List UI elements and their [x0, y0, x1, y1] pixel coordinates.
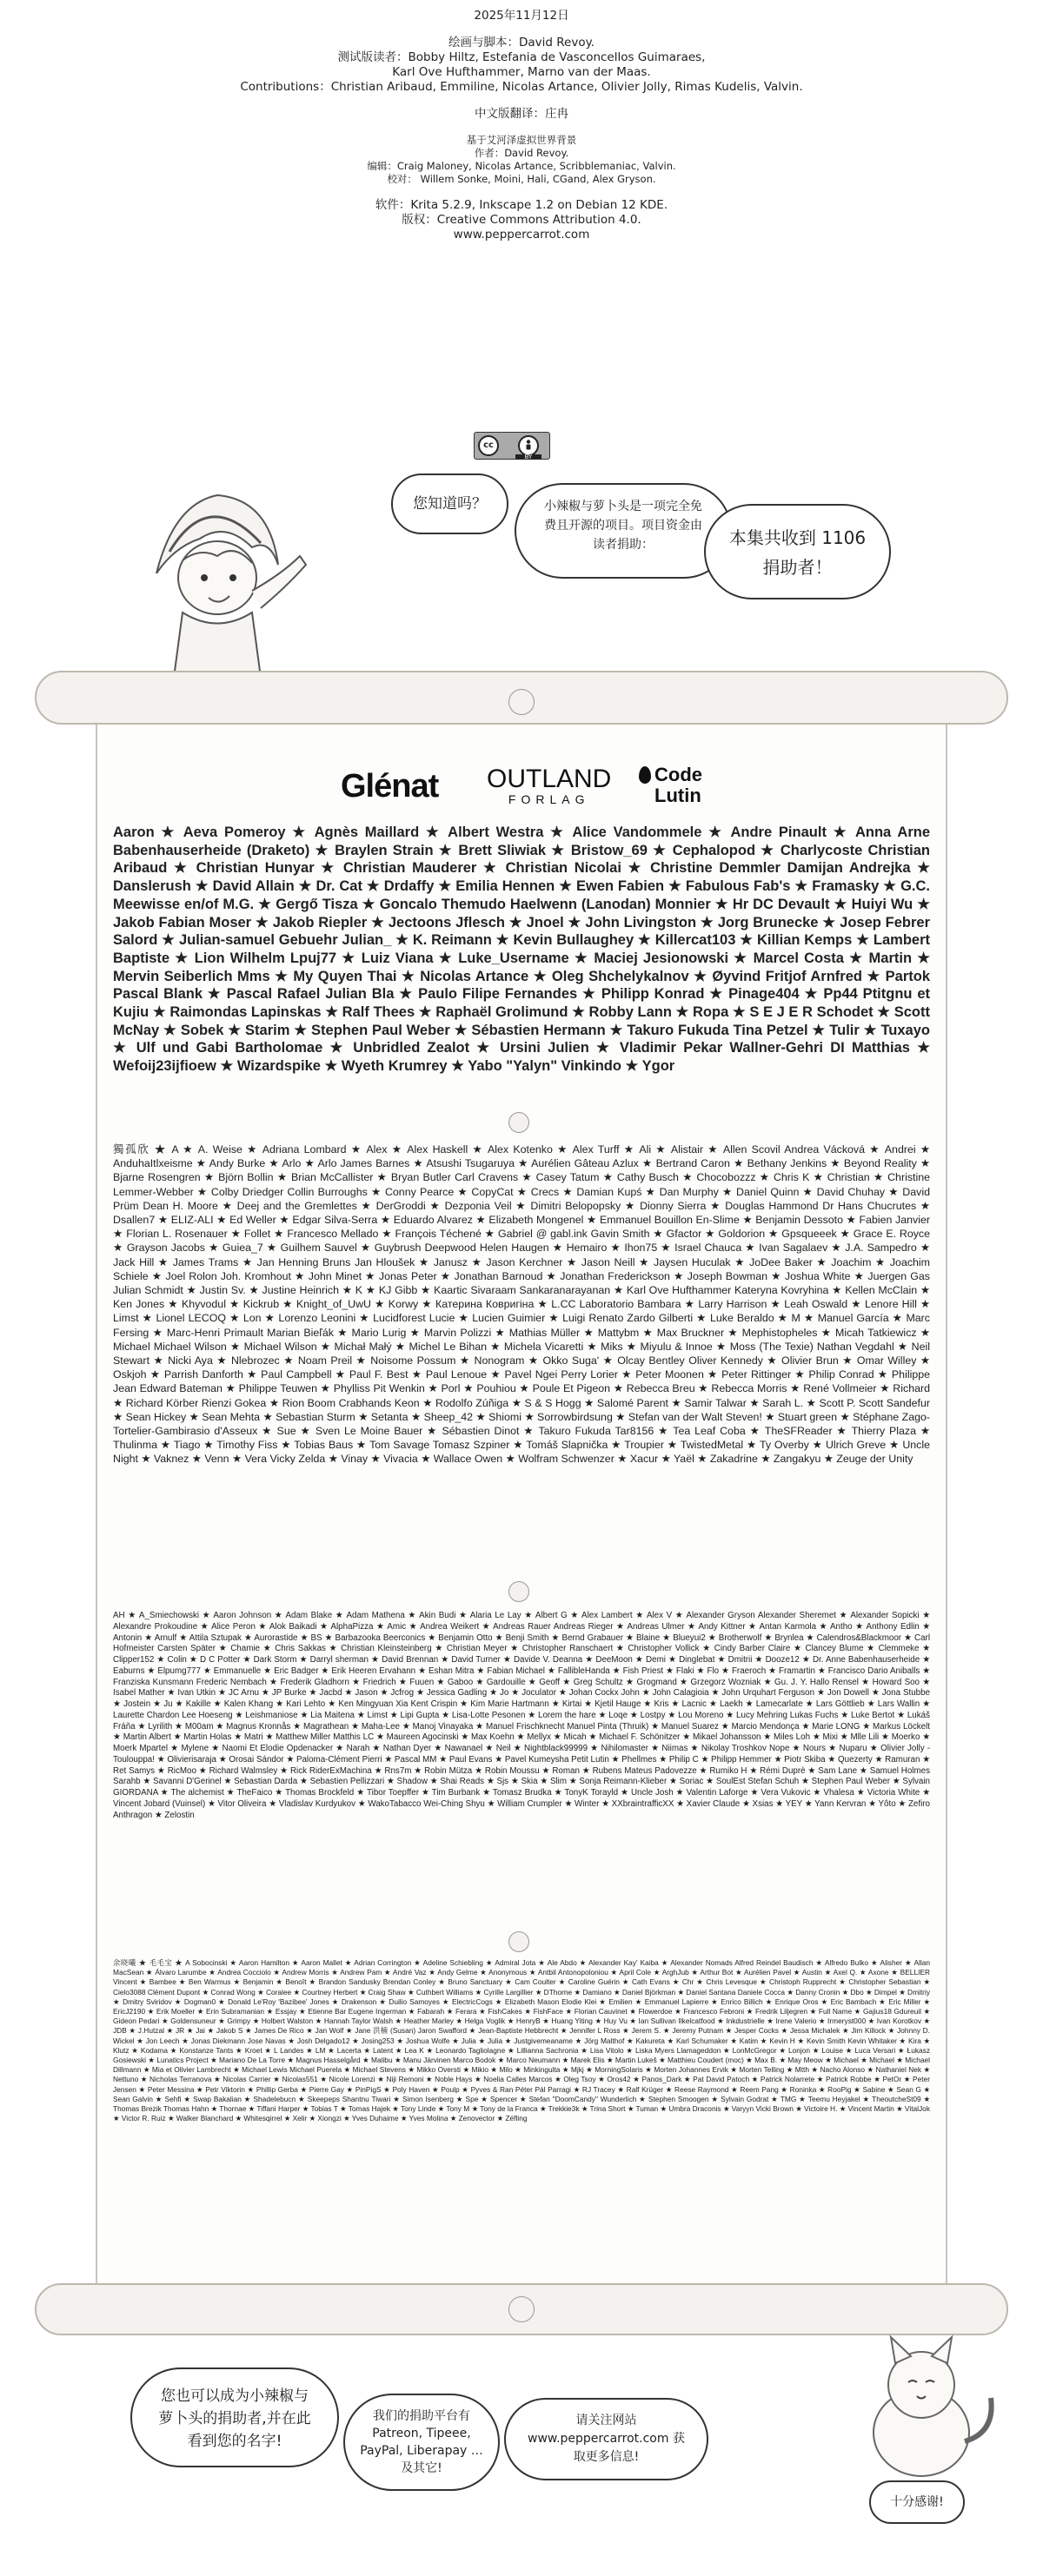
- free-project-bubble: 小辣椒与萝卜头是一项完全免费且开源的项目。项目资金由读者捐助：: [515, 483, 732, 579]
- credit-line: Karl Ove Hufthammer, Marno van der Maas.: [392, 65, 651, 79]
- donation-count-bubble: 本集共收到 1106 捐助者！: [704, 504, 891, 599]
- tier-ornament-icon: [508, 1112, 529, 1133]
- code-lutin-drop-icon: [639, 766, 651, 784]
- credit-line: Contributions：Christian Aribaud, Emmiline, Nicolas Artance, Olivier Jolly, Rimas Kudelis, Valvin.: [240, 80, 803, 94]
- tier-4-first-name: 余晓曦: [113, 1958, 136, 1967]
- code-lutin-logo: Code Lutin: [639, 765, 715, 806]
- credit-line: 绘画与脚本：David Revoy.: [448, 36, 595, 50]
- scroll-ornament-icon: [508, 2296, 535, 2322]
- sponsor-logos: [0, 763, 1043, 815]
- website-link[interactable]: www.peppercarrot.com: [453, 228, 590, 242]
- scroll-ornament-icon: [508, 689, 535, 715]
- date: 2025年11月12日: [474, 9, 569, 23]
- patrons-tier-3: AH ★ A_Smiechowski ★ Aaron Johnson ★ Adam Blake ★ Adam Mathena ★ Akin Budi ★ Alaria Le Lay ★ Albert G ★ Alex Lambert ★ Alex V ★ Alexander Gryson Alexander Sheremet ★ Alexander Sopicki ★ Alexandre Prokoudine ★ Alice Peron ★ Alok Baikadi ★ AlphaPizza ★ Amic ★ Andrea Weikert ★ Andreas Rauer Andreas Rieger ★ Andreas Ulmer ★ Andy Kittner ★ Antan Karmola ★ Antho ★ Anthony Edlin ★ Antonin ★ Arnulf ★ Attila Sztupak ★ Aurorastide ★ BS ★ Barbazooka Beerconics ★ Benjamin Otto ★ Benji Smith ★ Bernd Grabauer ★ Blaine ★ Blueyui2 ★ Brotherwolf ★ Brynlea ★ Calendros&Blackmoor ★ Carl Hofmeister Carsten Später ★ Chamie ★ Chris Sakkas ★ Christian Kleinsteinberg ★ Christian Meyer ★ Christopher Ranschaert ★ Christopher Vollick ★ Cindy Barber Claire ★ Clancey Blume ★ Clemmeke ★ Clipper152 ★ Colin ★ D C Potter ★ Dark Storm ★ Darryl sherman ★ David Brennan ★ David Turner ★ Davide V. Deanna ★ DeeMoon ★ Demi ★ Dinglebat ★ Dmitrii ★ Dooze12 ★ Dr. Anne Babenhauserheide ★ Eaburns ★ Elpumg777 ★ Emmanuelle ★ Eric Badger ★ Erik Heeren Ervahann ★ Eshan Mitra ★ Fabian Michael ★ FallibleHanda ★ Fish Priest ★ Flaki ★ Flo ★ Fraeroch ★ Framartin ★ Francisco Dario Aniballs ★ Franziska Kunsmann Frederic Nembach ★ Frederik Gladhorn ★ Friedrich ★ Fuuen ★ Gaboo ★ Gardouille ★ Geoff ★ Greg Schultz ★ Grogmand ★ Grzegorz Wozniak ★ Gu. J. Y. Hallo Rensel ★ Howard Soo ★ Isabel Mather ★ Ivan Utkin ★ JC Arnu ★ JP Burke ★ Jacbd ★ Jason ★ Jcfrog ★ Jessica Gadling ★ Jo ★ Joculator ★ Johan Cockx John ★ John Calagioia ★ John Urquhart Ferguson ★ Jon Dowell ★ Jona Stubbe ★ Jostein ★ Ju ★ Kakille ★ Kalen Khang ★ Kari Lehto ★ Ken Mingyuan Xia Kent Crispin ★ Kim Marie Hartmann ★ Kirtai ★ Kjetil Hauge ★ Kris ★ Lacnic ★ Laekh ★ Lamecarlate ★ Lars Göttlieb ★ Lars Wallin ★ Laurette Chardon Lee Hoeseng ★ Leishmaniose ★ Lia Maitena ★ Limst ★ Lipi Gupta ★ Lisa-Lotte Pesonen ★ Lorem the hare ★ Loqe ★ Lostpy ★ Lou Moreno ★ Lucy Mehring Lukas Fuchs ★ Luke Bertot ★ Lukáš Fráňa ★ Lyrilith ★ M00am ★ Magnus Kronnås ★ Magrathean ★ Maha-Lee ★ Manoj Vinayaka ★ Manuel Frischknecht Manuel Pinta (Thruik) ★ Manuel Suarez ★ Marcio Mendonça ★ Marie LONG ★ Markus Löckelt ★ Martin Albert ★ Martin Holas ★ Matri ★ Matthew Miller Matthis LC ★ Maureen Agocinski ★ Max Koehn ★ Mellyx ★ Micah ★ Michael F. Schönitzer ★ Mikael Johansson ★ Miles Loh ★ Mixi ★ Mlle Lili ★ Moerko ★ Moerk Mpartel ★ Mylene ★ Naomi Et Elodie Opdenacker ★ Narah ★ Nathan Dyer ★ Nawanael ★ Neil ★ Nightblack99999 ★ Nihilomaster ★ Niimas ★ Nikolay Troshkov Nope ★ Nours ★ Nuparu ★ Olivier Jolly - Toulouppa! ★ Olivierisaraja ★ Orosai Sándor ★ Paloma-Clément Pierri ★ Pascal MM ★ Paul Evans ★ Pavel Kumeysha Petit Lutin ★ Phellmes ★ Philip C ★ Philipp Hemmer ★ Piotr Skiba ★ Quezerty ★ Ramuran ★ Ret Samys ★ RicMoo ★ Richard Walmsley ★ Rick RiderExMachina ★ Rns7m ★ Robin Mütza ★ Robin Moussu ★ Roman ★ Rubens Mateus Padovezze ★ Rumiko H ★ Rémi Duprè ★ Sam Lane ★ Samuel Holmes Sarahb ★ Savanni D'Gerinel ★ Sebastian Darda ★ Sebastien Pellizzari ★ Shadow ★ Shai Reads ★ Sjs ★ Skia ★ Slim ★ Sonja Reimann-Klieber ★ Soriac ★ SoulEst Stefan Schuh ★ Stephen Paul Weber ★ Sylvain GIORDANA ★ The alchemist ★ TheFaico ★ Thomas Brockfeld ★ Tibor Toepffer ★ Tim Burbank ★ Tomasz Brudka ★ TonyK Torayld ★ Uncle Josh ★ Valentin Laforge ★ Vera Vukovic ★ Vhalesa ★ Victoria White ★ Vincent Jobard (Vuinsel) ★ Vitor Oliveira ★ Vladislav Kurdyukov ★ WakoTabacco Wei-Ching Shyu ★ William Crumpler ★ Winter ★ XXbraintrafficXX ★ Xavier Claude ★ Xsias ★ YEY ★ Yann Kervran ★ Yôto ★ Zefiro Anthragon ★ Zelostin: [113, 1611, 930, 1820]
- by-label: BY: [515, 454, 541, 460]
- platforms-bubble: 我们的捐助平台有 Patreon, Tipeee, PayPal, Liberapay …及其它!: [343, 2394, 500, 2491]
- credits-block: [0, 9, 1043, 242]
- patrons-tier-2: 獨孤欣 ★ A ★ A. Weise ★ Adriana Lombard ★ Alex ★ Alex Haskell ★ Alex Kotenko ★ Alex Turff ★ Ali ★ Alistair ★ Allen Scovil Andrea Vácková ★ Andrei ★ AnduhaItlxeisme ★ Andy Burke ★ Arlo ★ Arlo James Barnes ★ Atsushi Tsugaruya ★ Aurélien Gâteau Azlux ★ Bertrand Caron ★ Bethany Jenkins ★ Beyond Reality ★ Bjarne Rosengren ★ Björn Bollin ★ Brian McCallister ★ Bryan Butler Carl Cravens ★ Casey Tatum ★ Cathy Busch ★ Chocobozzz ★ Chris K ★ Christian ★ Christine Lemmer-Webber ★ Colby Driedger Collin Burroughs ★ Conny Pearce ★ CopyCat ★ Crecs ★ Damian Kupś ★ Dan Murphy ★ Daniel Quinn ★ David Chuhay ★ David Prüm Dean H. Moore ★ Deej and the Gremlettes ★ DerGroddi ★ Dezponia Veil ★ Dimitri Belopopsky ★ Dionny Sierra ★ Douglas Hammond Dr Hans Chucrutes ★ Dsallen7 ★ ELIZ-ALI ★ Ed Weller ★ Edgar Silva-Serra ★ Eduardo Alvarez ★ Elizabeth Mongenel ★ Emmanuel Bouillon En-Slime ★ Benjamin Dessoto ★ Fabien Janvier ★ Florian L. Rosenauer ★ Follet ★ Francesco Mellado ★ François Téchené ★ Gabriel @ gabl.ink Gavin Smith ★ Gfactor ★ Goldorion ★ Gpsqueeek ★ Grace E. Royce ★ Grayson Jacobs ★ Guiea_7 ★ Guilhem Sauvel ★ Guybrush Deepwood Helen Haugen ★ Hemairo ★ Ihon75 ★ Israel Chauca ★ Ivan Sagalaev ★ J.A. Sampedro ★ Jack Hill ★ James Trams ★ Jan Henning Bruns Jan Hloušek ★ Janusz ★ Jason Kerchner ★ Jason Neill ★ Jaysen Huculak ★ JoDee Baker ★ Joachim ★ Joachim Schiele ★ Joel Rolon Joh. Kromhout ★ John Minet ★ Jonas Peter ★ Jonathan Barnoud ★ Jonathan Frederickson ★ Joseph Bowman ★ Joshua White ★ Juergen Gas Julian Schmidt ★ Justin Sv. ★ Justine Heinrich ★ K ★ KJ Gibb ★ Kaartic Sivaraam Sankaranarayanan ★ Karl Ove Hufthammer Kateryna Kovryhina ★ Kellen McClain ★ Ken Jones ★ Khyvodul ★ Kickrub ★ Knight_of_UwU ★ Korwy ★ Катерина Ковригіна ★ L.CC Laboratorio Bambara ★ Larry Harrison ★ Leah Oswald ★ Lenore Hill ★ Limst ★ Lionel LECOQ ★ Lon ★ Lorenzo Leonini ★ Lucidforest Lucie ★ Lucien Guimier ★ Luigi Renato Zardo Gilberti ★ Luke Beraldo ★ M ★ Manuel García ★ Marc Fersing ★ Marc-Henri Primault Marian Bieľák ★ Mario Lurig ★ Marvin Polizzi ★ Mathias Müller ★ Mattybm ★ Max Bruckner ★ Mephistopheles ★ Micah Tatkiewicz ★ Michael Michael Wilson ★ Michael Wilson ★ Michał Małý ★ Michel Le Bihan ★ Michela Vicaretti ★ Miks ★ Miyulu & Innoe ★ Moss (The Texie) Nathan Vegdahl ★ Neil Stewart ★ Nicki Aya ★ Nlebrozec ★ Noam Preil ★ Noisome Possum ★ Nonogram ★ Okko Suga' ★ Olcay Bentley Oliver Kennedy ★ Olivier Brun ★ Omar Willey ★ Oskjoh ★ Parrish Danforth ★ Paul Campbell ★ Paul F. Best ★ Paul Lenoue ★ Pavel Ngei Perry Lorier ★ Peter Moonen ★ Peter Rittinger ★ Philip Conrad ★ Philippe Jean Edward Bateman ★ Philippe Teuwen ★ Phylliss Pit Wenkin ★ Porl ★ Pouhiou ★ Poule Et Pigeon ★ Rebecca Breu ★ Rebecca Morris ★ René Vollmeier ★ Richard ★ Richard Körber Rienzi Gokea ★ Rion Boom Crabhands Keon ★ Rodolfo Zúñiga ★ S & S Hogg ★ Salomé Parent ★ Samir Talwar ★ Sarah L. ★ Scott P. Scott Sandefur ★ Sean Hickey ★ Sean Mehta ★ Sebastian Sturm ★ Setanta ★ Sheep_42 ★ Shiomi ★ Sorrowbirdsung ★ Stefan van der Walt Steven! ★ Stuart green ★ Stéphane Zago-Tortelier-Gambirasio d'Asseux ★ Sue ★ Sven Le Moine Bauer ★ Sébastien Dinot ★ Takuro Fukuda Tar8156 ★ Tea Leaf Coba ★ TheSFReader ★ Thierry Plaza ★ Thulinma ★ Tiago ★ Timothy Fiss ★ Tobias Baus ★ Tom Savage Tomasz Szpiner ★ Tomáš Slapnička ★ Troupier ★ TwistedMetal ★ Ty Overby ★ Ulrich Greve ★ Uncle Night ★ Vaknez ★ Venn ★ Vera Vicky Zelda ★ Vinay ★ Vivacia ★ Wallace Owen ★ Wolfram Schwenzer ★ Xacur ★ Yaël ★ Zakadrine ★ Zangakyu ★ Zeuge der Unity: [113, 1143, 930, 1466]
- glenat-logo: Glénat: [341, 768, 439, 805]
- carrot-cat-illustration: [834, 2302, 1008, 2493]
- hereva-line: 基于艾河泽虚拟世界背景: [466, 134, 577, 146]
- tier-ornament-icon: [508, 1931, 529, 1952]
- visit-site-bubble: 请关注网站 www.peppercarrot.com 获取更多信息!: [504, 2398, 708, 2480]
- hereva-line: 编辑：Craig Maloney, Nicolas Artance, Scribblemaniac, Valvin.: [367, 160, 676, 172]
- translation-credit: 中文版翻译：庄冉: [475, 107, 568, 121]
- thanks-bubble: 十分感谢!: [869, 2480, 965, 2524]
- tier-ornament-icon: [508, 1581, 529, 1602]
- cc-by-license-icon: [474, 432, 550, 460]
- did-you-know-bubble: 您知道吗？: [391, 473, 508, 534]
- outland-logo: OUTLAND FORLAG: [487, 765, 612, 806]
- cc-icon: cc: [478, 435, 499, 456]
- become-patron-bubble: 您也可以成为小辣椒与萝卜头的捐助者,并在此看到您的名字!: [130, 2367, 339, 2467]
- patrons-tier-1: Aaron ★ Aeva Pomeroy ★ Agnès Maillard ★ Albert Westra ★ Alice Vandommele ★ Andre Pinault ★ Anna Arne Babenhauserheide (Draketo) ★ Braylen Strain ★ Brett Sliwiak ★ Bristow_69 ★ Cephalopod ★ Charlycoste Christian Aribaud ★ Christian Hunyar ★ Christian Mauderer ★ Christian Nicolai ★ Christine Demmler Damijan Andrejka ★ Danslerush ★ David Allain ★ Dr. Cat ★ Drdaffy ★ Emilia Hennen ★ Ewen Fabien ★ Fabulous Fab's ★ Framasky ★ G.C. Meewisse en/of M.G. ★ Gergő Tisza ★ Goncalo Themudo Haelwenn (Lanodan) Monnier ★ Hr DC Devault ★ Huiyi Wu ★ Jakob Fabian Moser ★ Jakob Riepler ★ Jectoons Jflesch ★ Jnoel ★ John Livingston ★ Jorg Brunecke ★ Josep Febrer Salord ★ Julian-samuel Gebuehr Julian_ ★ K. Reimann ★ Kevin Bullaughey ★ Killercat103 ★ Killian Kemps ★ Lambert Baptiste ★ Lion Wilhelm Lpuj77 ★ Luiz Viana ★ Luke_Username ★ Maciej Jesionowski ★ Marcel Costa ★ Martin ★ Mervin Seiberlich Mms ★ My Quyen Thai ★ Nicolas Artance ★ Oleg Shchelykalnov ★ Øyvind Fritjof Arnfred ★ Partok Pascal Blank ★ Pascal Rafael Julian Bla ★ Paulo Filipe Fernandes ★ Philipp Konrad ★ Pinage404 ★ Pp44 Ptitgnu et Kujiu ★ Raimondas Lapinskas ★ Ralf Thees ★ Raphaël Grolimund ★ Robby Lann ★ Ropa ★ S E J E R Schodet ★ Scott McNay ★ Sobek ★ Starim ★ Stephen Paul Weber ★ Sébastien Hermann ★ Takuro Fukuda Tina Petzel ★ Tulir ★ Tuxayo ★ Ulf und Gabi Bartholomae ★ Unbridled Zealot ★ Ursini Julien ★ Vladimir Pekar Wallner-Gehri DI Matthias ★ Wefoij23ijfioew ★ Wizardspike ★ Wyeth Krumrey ★ Yabo "Yalyn" Vinkindo ★ Ygor: [113, 824, 930, 1075]
- software-line: 软件：Krita 5.2.9, Inkscape 1.2 on Debian 12 KDE.: [375, 198, 668, 212]
- credit-line: 测试版读者：Bobby Hiltz, Estefania de Vasconcellos Guimaraes,: [337, 50, 706, 64]
- patrons-tier-4: 余晓曦 ★ 毛毛宝 ★ A Sobocinski ★ Aaron Hamilton ★ Aaron Mallet ★ Adrian Corrington ★ Adeline Schiebling ★ Admiral Jota ★ Ale Abdo ★ Alexander Kay' Kaiba ★ Alexander Nomads Alfred Reindel Baudisch ★ Alfredo Bulko ★ Alisher ★ Allan MacSean ★ Álvaro Larumbe ★ Andrea Cocciolo ★ Andrew Morris ★ Andrew Pam ★ André Vaz ★ Andy Gelme ★ Anonymous ★ Antbil Antonopoloniou ★ April Cole ★ ArghJub ★ Arthur Bot ★ Aurélien Pavel ★ Austin ★ Axel Q. ★ Axone ★ BELLIER Vincent ★ Bambee ★ Ben Warmus ★ Benjamin ★ Benoît ★ Brandon Sandusky Brendan Conley ★ Bruno Sanctuary ★ Cam Coulter ★ Caroline Guérin ★ Cath Evans ★ Chr ★ Chris Levesque ★ Christoph Rupprecht ★ Christopher Sebastian ★ Cielo3088 Clément Dupont ★ Conrad Wong ★ Coralee ★ Courtney Herbert ★ Craig Shaw ★ Cuthbert Williams ★ Cyrille Largillier ★ DThorne ★ Damiano ★ Daniel Björkman ★ Daniel Santana Daniele Cocca ★ Danny Cronin ★ Dbo ★ Dimpel ★ Dmitriy ★ Dmitry Sviridov ★ Dogman0 ★ Donald Le'Roy 'Bazibee' Jones ★ Drakenson ★ Duilio Samoyes ★ ElectricCogs ★ Elizabeth Mason Elodie Klei ★ Emilien ★ Emmanuel Lapierre ★ Enrico Billich ★ Enrique Oros ★ Eric Bambach ★ Eric Miller ★ EricJ2190 ★ Erik Moeller ★ Erin Subramanian ★ Essjay ★ Etienne Bar Eugene Ingerman ★ Fabarah ★ Ferara ★ FishCakes ★ FishFace ★ Florian Cauvinet ★ Flowerdoe ★ Francesco Febroni ★ Fredrik Liljegren ★ Full Name ★ Gajius18 Gdureuil ★ Gideon Pedari ★ Goldensuneur ★ Grimpy ★ Holbert Walston ★ Hannah Taylor Walsh ★ Heather Marley ★ Helga Voglik ★ HenryB ★ Huang Yiting ★ Huy Vu ★ Ian Sullivan Ilkelcatfood ★ Inkdustrielle ★ Irene Valerio ★ Irmeryst000 ★ Ivan Korotkov ★ JDB ★ J.Hutzal ★ JR ★ Jai ★ Jakob S ★ James De Rico ★ Jan Wolf ★ Jane 洪楠 (Susan) Jaron Swafford ★ Jean-Baptiste Hebbrecht ★ Jennifer L Ross ★ Jerem S. ★ Jeremy Putnam ★ Jesper Cocks ★ Jessa Michalek ★ Jim Killock ★ Johnny D. Wickel ★ Jon Leech ★ Jonas Diekmann Jose Navas ★ Josh Delgado12 ★ Josing253 ★ Joshua Wolfe ★ Julia ★ Julia ★ Justgivemeaname ★ Jörg Malthof ★ Kakureta ★ Karl Schumaker ★ Katim ★ Kevin H ★ Kevin Smith Kevin Whitaker ★ Kira ★ Klutz ★ Kodama ★ Konstanze Tants ★ Kroet ★ L Landes ★ LM ★ Lacerta ★ Latent ★ Lea K ★ Leonardo Tagliolagne ★ Lillianna Sachronia ★ Lisa Vitolo ★ Liska Myers Llamageddon ★ LonMcGregor ★ Lonjon ★ Louise ★ Luca Versari ★ Łukasz Gosiewski ★ Lunatics Project ★ Mariano De La Torre ★ Magnus Hasselgård ★ Malibu ★ Manu Järvinen Marco Bodok ★ Marco Neumann ★ Marek Elis ★ Martin Lukeš ★ Matthieu Coudert (moc) ★ Max B. ★ May Meow ★ Michael ★ Michael ★ Michael Dillmann ★ Mia et Olivier Lambrecht ★ Michael Lewis Michael Puerela ★ Michael Stevens ★ Mikko Oversti ★ Mikio ★ Milo ★ Minkingulta ★ Mjkj ★ MorningSolaris ★ Morten Johannes Ervik ★ Morten Telling ★ Mtth ★ Nacho Alonso ★ Nathaniel Nek ★ Nettuno ★ Nicholas Terranova ★ Nicolas Carrier ★ Nicolas551 ★ Nicole Lorenzi ★ Niji Remoni ★ Noble Hays ★ Noelia Calles Marcos ★ Oleg Tsoy ★ Oros42 ★ Panos_Dark ★ Pat David Patoch ★ Patrick Nolarrete ★ Patrick Robbe ★ PetOr ★ Peter Jensen ★ Peter Messina ★ Petr Viktorin ★ Phillip Gerba ★ Pierre Gay ★ PinPigS ★ Poly Haven ★ Poulp ★ Pyves & Ran Péter Pál Parragi ★ RJ Tracey ★ Ralf Krüger ★ Reese Raymond ★ Reem Pang ★ Roninka ★ RooPig ★ Sabine ★ Sean G ★ Sean Galvin ★ Sehfi ★ Swap Bakalian ★ Shadelebucn ★ Skeepeps Shantnu Tiwari ★ Simon Isenberg ★ Spe ★ Spencer ★ Stefan "DoomCandy" Wunderlich ★ Stephen Smoogen ★ Sylvain Godrat ★ TMG ★ Teemu Heyjakel ★ TheoutcheSt09 ★ Thomas Brezik Thomas Hahn ★ Thornae ★ Tiffani Harper ★ Tobias T ★ Tomas Hajek ★ Tony Linde ★ Tony M ★ Tony de la Franca ★ Trekkie3k ★ Trina Short ★ Tuman ★ Umbra Draconis ★ Varyyn Vicki Brown ★ Victoire H. ★ Vincent Martin ★ VitalJok ★ Victor R. Ruiz ★ Walker Blanchard ★ Whitesqirrel ★ Xelir ★ Xiongzi ★ Yves Duhaime ★ Yves Molina ★ Zenovector ★ Zéfling: [113, 1958, 931, 2123]
- hereva-line: 作者：David Revoy.: [474, 147, 569, 159]
- pepper-character-illustration: [122, 469, 313, 704]
- hereva-line: 校对： Willem Sonke, Moini, Hali, CGand, Alex Gryson.: [387, 173, 656, 185]
- license-line: 版权：Creative Commons Attribution 4.0.: [402, 213, 641, 227]
- tier-2-first-name: 獨孤欣: [113, 1143, 150, 1156]
